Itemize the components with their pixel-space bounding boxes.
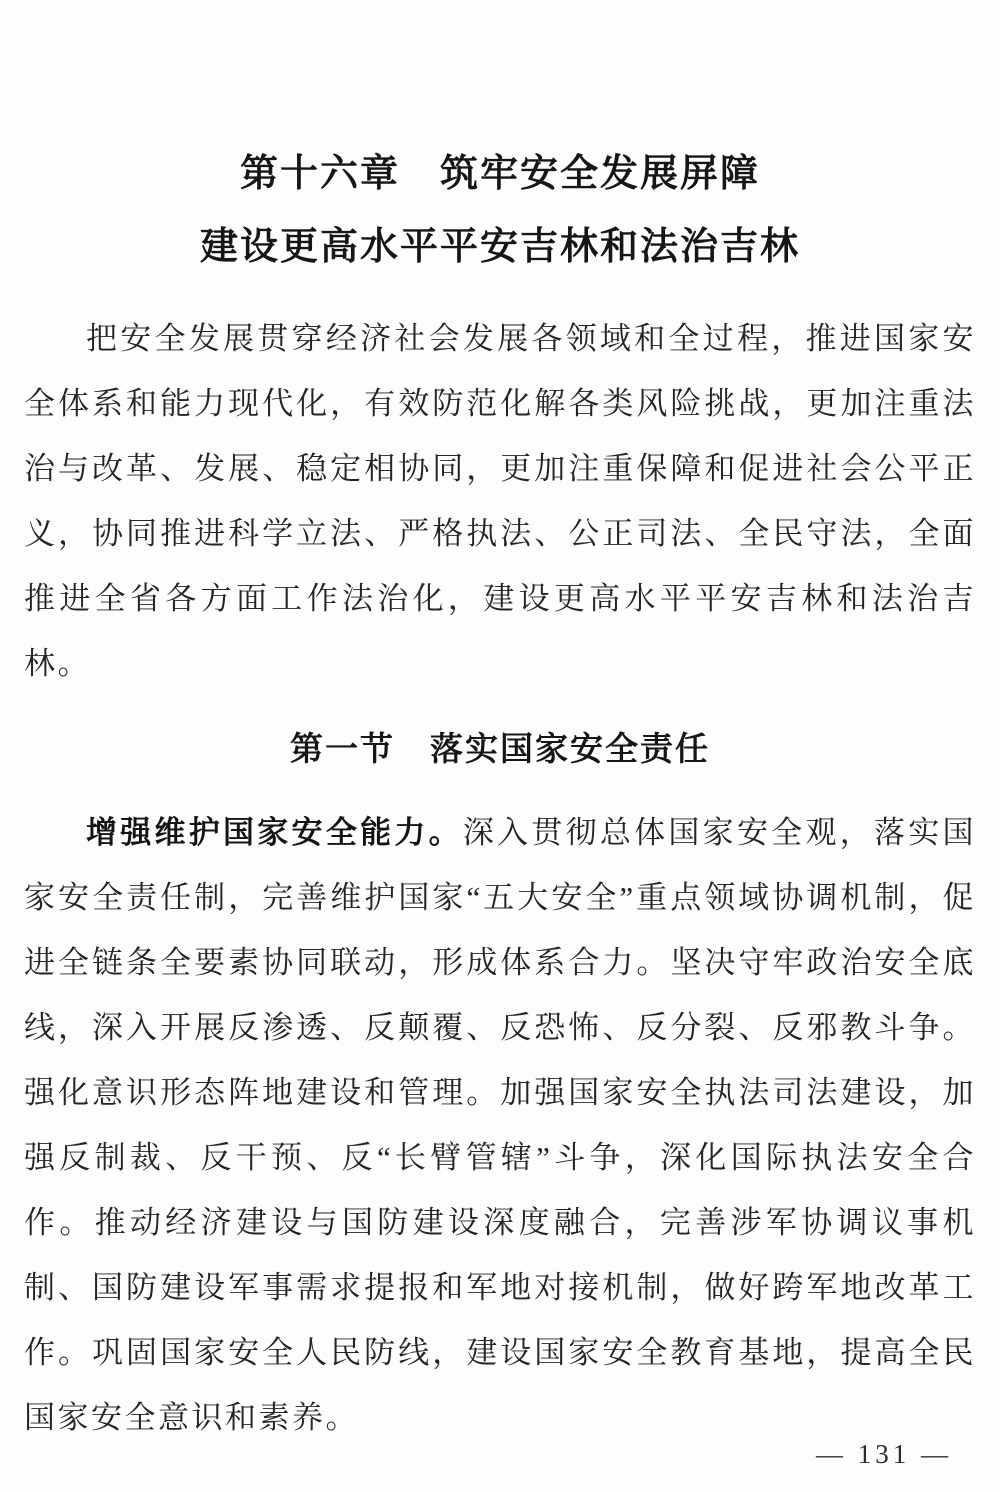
page-footer (816, 1439, 952, 1470)
intro-paragraph: 把安全发展贯穿经济社会发展各领域和全过程，推进国家安全体系和能力现代化，有效防范化解各类风险挑战，更加注重法治与改革、发展、稳定相协同，更加注重保障和促进社会公平正义，协同推进科学立法、严格执法、公正司法、全民守法，全面推进全省各方面工作法治化，建设更高水平平安吉林和法治吉林。 (24, 321, 976, 681)
page-number: — 131 — (816, 1439, 952, 1469)
section-paragraph (24, 800, 976, 1450)
chapter-title (24, 138, 976, 284)
chapter-title-line1: 第十六章 筑牢安全发展屏障 (239, 153, 760, 195)
paragraph-body-text: 深入贯彻总体国家安全观，落实国家安全责任制，完善维护国家“五大安全”重点领域协调机制，促进全链条全要素协同联动，形成体系合力。坚决守牢政治安全底线，深入开展反渗透、反颠覆、反恐怖、反分裂、反邪教斗争。强化意识形态阵地建设和管理。加强国家安全执法司法建设，加强反制裁、反干预、反“长臂管辖”斗争，深化国际执法安全合作。推动经济建设与国防建设深度融合，完善涉军协调议事机制、国防建设军事需求提报和军地对接机制，做好跨军地改革工作。巩固国家安全人民防线，建设国家安全教育基地，提高全民国家安全意识和素养。 (24, 815, 976, 1435)
chapter-title-line2: 建设更高水平平安吉林和法治吉林 (199, 226, 800, 268)
section-title: 第一节 落实国家安全责任 (290, 732, 710, 768)
paragraph-lead-bold: 增强维护国家安全能力。 (86, 815, 463, 850)
